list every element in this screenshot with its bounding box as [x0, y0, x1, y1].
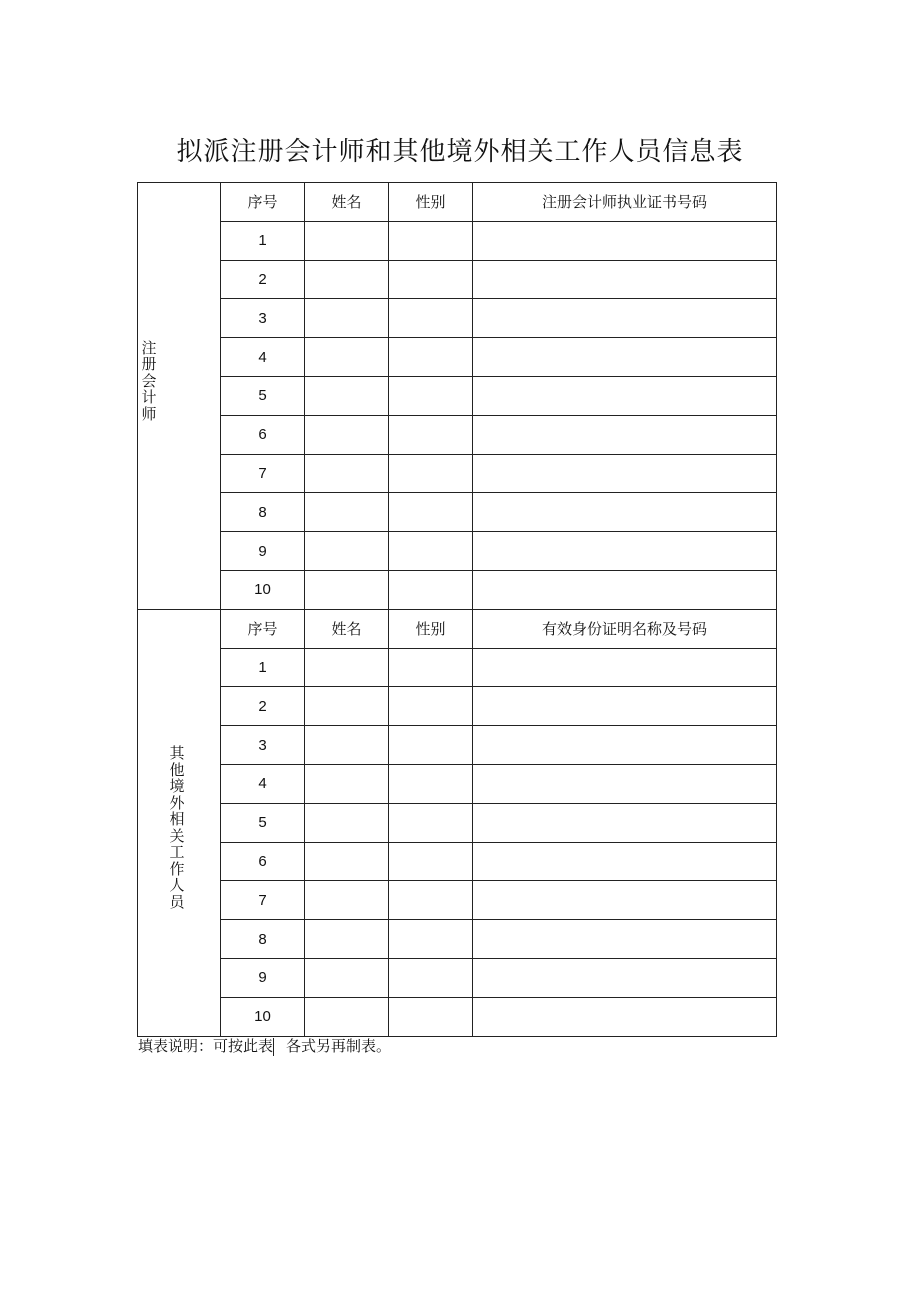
gender-cell[interactable] — [389, 454, 473, 493]
id-number-cell[interactable] — [473, 842, 777, 881]
form-note-part1: 填表说明：可按此表 — [138, 1037, 274, 1055]
row-number: 9 — [221, 532, 305, 571]
id-number-cell[interactable] — [473, 958, 777, 997]
form-note — [138, 1035, 391, 1056]
table-row — [138, 221, 777, 260]
header-seq: 序号 — [221, 183, 305, 222]
gender-cell[interactable] — [389, 881, 473, 920]
name-cell[interactable] — [305, 764, 389, 803]
id-number-cell[interactable] — [473, 493, 777, 532]
name-cell[interactable] — [305, 221, 389, 260]
row-number: 10 — [221, 997, 305, 1036]
id-number-cell[interactable] — [473, 997, 777, 1036]
table-row — [138, 920, 777, 959]
name-cell[interactable] — [305, 726, 389, 765]
form-note-part2: 各式另再制表。 — [286, 1037, 392, 1055]
gender-cell[interactable] — [389, 920, 473, 959]
name-cell[interactable] — [305, 570, 389, 609]
header-row — [138, 183, 777, 222]
section-label: 其他境外相关工作人员 — [169, 745, 185, 911]
row-number: 3 — [221, 726, 305, 765]
header-id-number: 注册会计师执业证书号码 — [473, 183, 777, 222]
gender-cell[interactable] — [389, 803, 473, 842]
id-number-cell[interactable] — [473, 881, 777, 920]
name-cell[interactable] — [305, 687, 389, 726]
id-number-cell[interactable] — [473, 570, 777, 609]
table-row — [138, 415, 777, 454]
table-row — [138, 299, 777, 338]
gender-cell[interactable] — [389, 338, 473, 377]
gender-cell[interactable] — [389, 299, 473, 338]
table-row — [138, 493, 777, 532]
table-row — [138, 260, 777, 299]
gender-cell[interactable] — [389, 415, 473, 454]
header-gender: 性别 — [389, 609, 473, 648]
name-cell[interactable] — [305, 648, 389, 687]
name-cell[interactable] — [305, 532, 389, 571]
id-number-cell[interactable] — [473, 415, 777, 454]
row-number: 4 — [221, 764, 305, 803]
row-number: 10 — [221, 570, 305, 609]
gender-cell[interactable] — [389, 376, 473, 415]
note-divider — [273, 1038, 286, 1056]
header-gender: 性别 — [389, 183, 473, 222]
table-row — [138, 842, 777, 881]
row-number: 8 — [221, 493, 305, 532]
section-label-cell — [138, 183, 221, 610]
row-number: 6 — [221, 415, 305, 454]
row-number: 3 — [221, 299, 305, 338]
id-number-cell[interactable] — [473, 920, 777, 959]
name-cell[interactable] — [305, 958, 389, 997]
gender-cell[interactable] — [389, 221, 473, 260]
header-id-number: 有效身份证明名称及号码 — [473, 609, 777, 648]
table-row — [138, 726, 777, 765]
id-number-cell[interactable] — [473, 376, 777, 415]
header-name: 姓名 — [305, 609, 389, 648]
name-cell[interactable] — [305, 842, 389, 881]
name-cell[interactable] — [305, 493, 389, 532]
gender-cell[interactable] — [389, 648, 473, 687]
row-number: 5 — [221, 803, 305, 842]
gender-cell[interactable] — [389, 687, 473, 726]
gender-cell[interactable] — [389, 842, 473, 881]
gender-cell[interactable] — [389, 764, 473, 803]
row-number: 6 — [221, 842, 305, 881]
gender-cell[interactable] — [389, 493, 473, 532]
table-row — [138, 881, 777, 920]
section-label: 注册会计师 — [141, 339, 157, 423]
gender-cell[interactable] — [389, 570, 473, 609]
header-seq: 序号 — [221, 609, 305, 648]
row-number: 1 — [221, 221, 305, 260]
row-number: 4 — [221, 338, 305, 377]
row-number: 7 — [221, 881, 305, 920]
name-cell[interactable] — [305, 920, 389, 959]
row-number: 2 — [221, 687, 305, 726]
name-cell[interactable] — [305, 338, 389, 377]
table-row — [138, 803, 777, 842]
row-number: 5 — [221, 376, 305, 415]
header-row — [138, 609, 777, 648]
table-row — [138, 454, 777, 493]
row-number: 2 — [221, 260, 305, 299]
id-number-cell[interactable] — [473, 221, 777, 260]
id-number-cell[interactable] — [473, 648, 777, 687]
table-row — [138, 764, 777, 803]
id-number-cell[interactable] — [473, 726, 777, 765]
row-number: 8 — [221, 920, 305, 959]
id-number-cell[interactable] — [473, 338, 777, 377]
table-row — [138, 338, 777, 377]
table-row — [138, 570, 777, 609]
section-label-cell — [138, 609, 221, 1036]
header-name: 姓名 — [305, 183, 389, 222]
table-row — [138, 687, 777, 726]
row-number: 9 — [221, 958, 305, 997]
name-cell[interactable] — [305, 997, 389, 1036]
table-row — [138, 997, 777, 1036]
id-number-cell[interactable] — [473, 687, 777, 726]
name-cell[interactable] — [305, 803, 389, 842]
table-row — [138, 376, 777, 415]
table-row — [138, 532, 777, 571]
gender-cell[interactable] — [389, 532, 473, 571]
gender-cell[interactable] — [389, 958, 473, 997]
gender-cell[interactable] — [389, 997, 473, 1036]
name-cell[interactable] — [305, 376, 389, 415]
name-cell[interactable] — [305, 260, 389, 299]
id-number-cell[interactable] — [473, 764, 777, 803]
id-number-cell[interactable] — [473, 803, 777, 842]
gender-cell[interactable] — [389, 260, 473, 299]
table-row — [138, 958, 777, 997]
personnel-info-table — [137, 182, 777, 1037]
name-cell[interactable] — [305, 454, 389, 493]
id-number-cell[interactable] — [473, 260, 777, 299]
id-number-cell[interactable] — [473, 532, 777, 571]
row-number: 1 — [221, 648, 305, 687]
name-cell[interactable] — [305, 881, 389, 920]
name-cell[interactable] — [305, 299, 389, 338]
id-number-cell[interactable] — [473, 299, 777, 338]
gender-cell[interactable] — [389, 726, 473, 765]
row-number: 7 — [221, 454, 305, 493]
table-row — [138, 648, 777, 687]
page-title: 拟派注册会计师和其他境外相关工作人员信息表 — [176, 137, 744, 167]
id-number-cell[interactable] — [473, 454, 777, 493]
name-cell[interactable] — [305, 415, 389, 454]
